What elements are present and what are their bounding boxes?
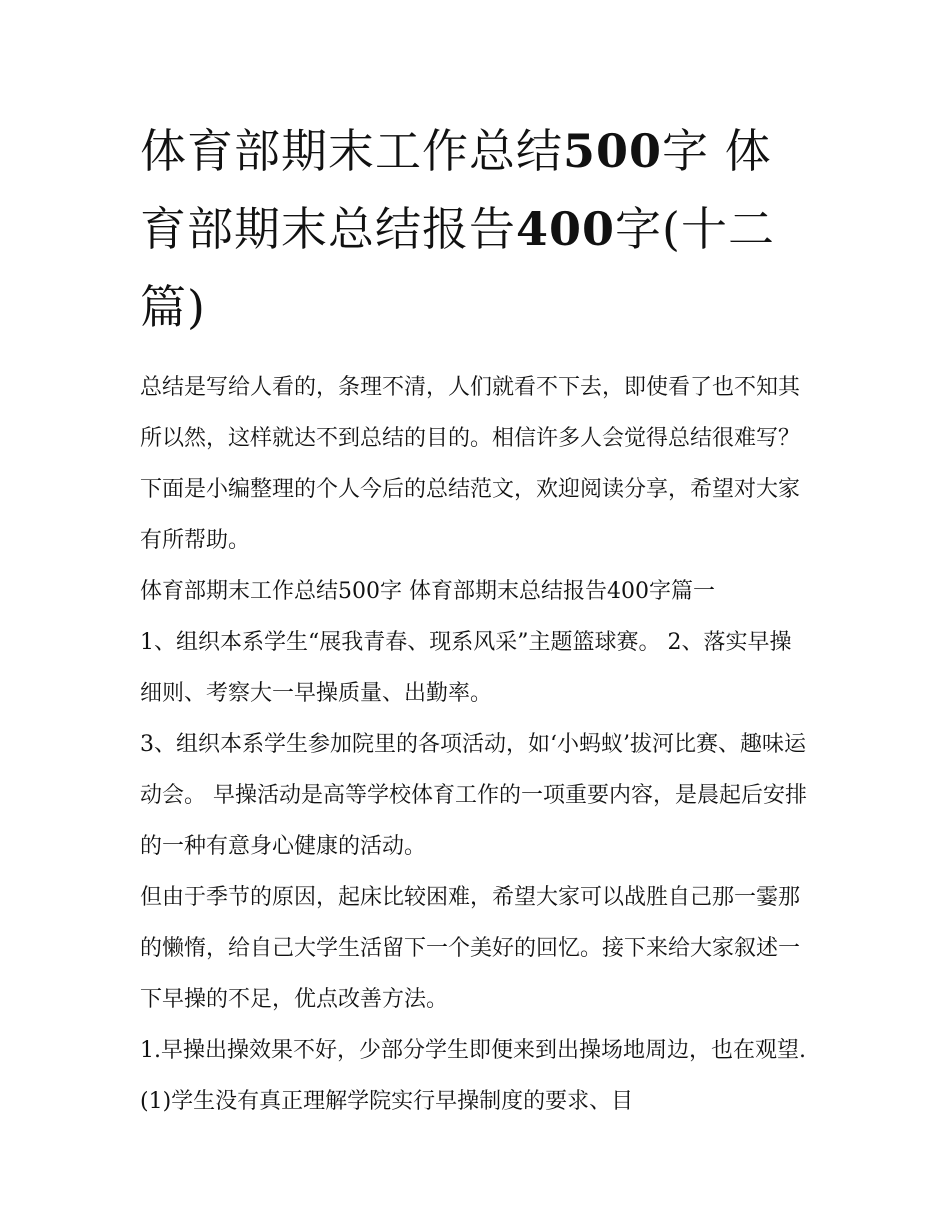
document-title: 体育部期末工作总结500字 体育部期末总结报告400字(十二篇) — [140, 124, 775, 334]
body-paragraph: 但由于季节的原因，起床比较困难，希望大家可以战胜自己那一霎那的懒惰，给自己大学生活留下一个美好的回忆。接下来给大家叙述一下早操的不足，优点改善方法。 — [140, 885, 801, 1012]
body-paragraph: 3、组织本系学生参加院里的各项活动，如‘小蚂蚁’拔河比赛、趣味运动会。 早操活动是高等学校体育工作的一项重要内容，是晨起后安排的一种有意身心健康的活动。 — [140, 732, 807, 859]
section-heading: 体育部期末工作总结500字 体育部期末总结报告400字篇一 — [140, 579, 715, 604]
document-page — [140, 112, 812, 1127]
body-paragraph: 1.早操出操效果不好，少部分学生即便来到出操场地周边，也在观望. (1)学生没有真正理解学院实行早操制度的要求、目 — [140, 1038, 806, 1114]
intro-paragraph: 总结是写给人看的，条理不清，人们就看不下去，即使看了也不知其所以然，这样就达不到总结的目的。相信许多人会觉得总结很难写？下面是小编整理的个人今后的总结范文，欢迎阅读分享，希望对大家有所帮助。 — [140, 375, 801, 553]
document-body — [140, 362, 812, 1127]
body-paragraph: 1、组织本系学生“展我青春、现系风采”主题篮球赛。 2、落实早操细则、考察大一早操质量、出勤率。 — [140, 630, 792, 706]
